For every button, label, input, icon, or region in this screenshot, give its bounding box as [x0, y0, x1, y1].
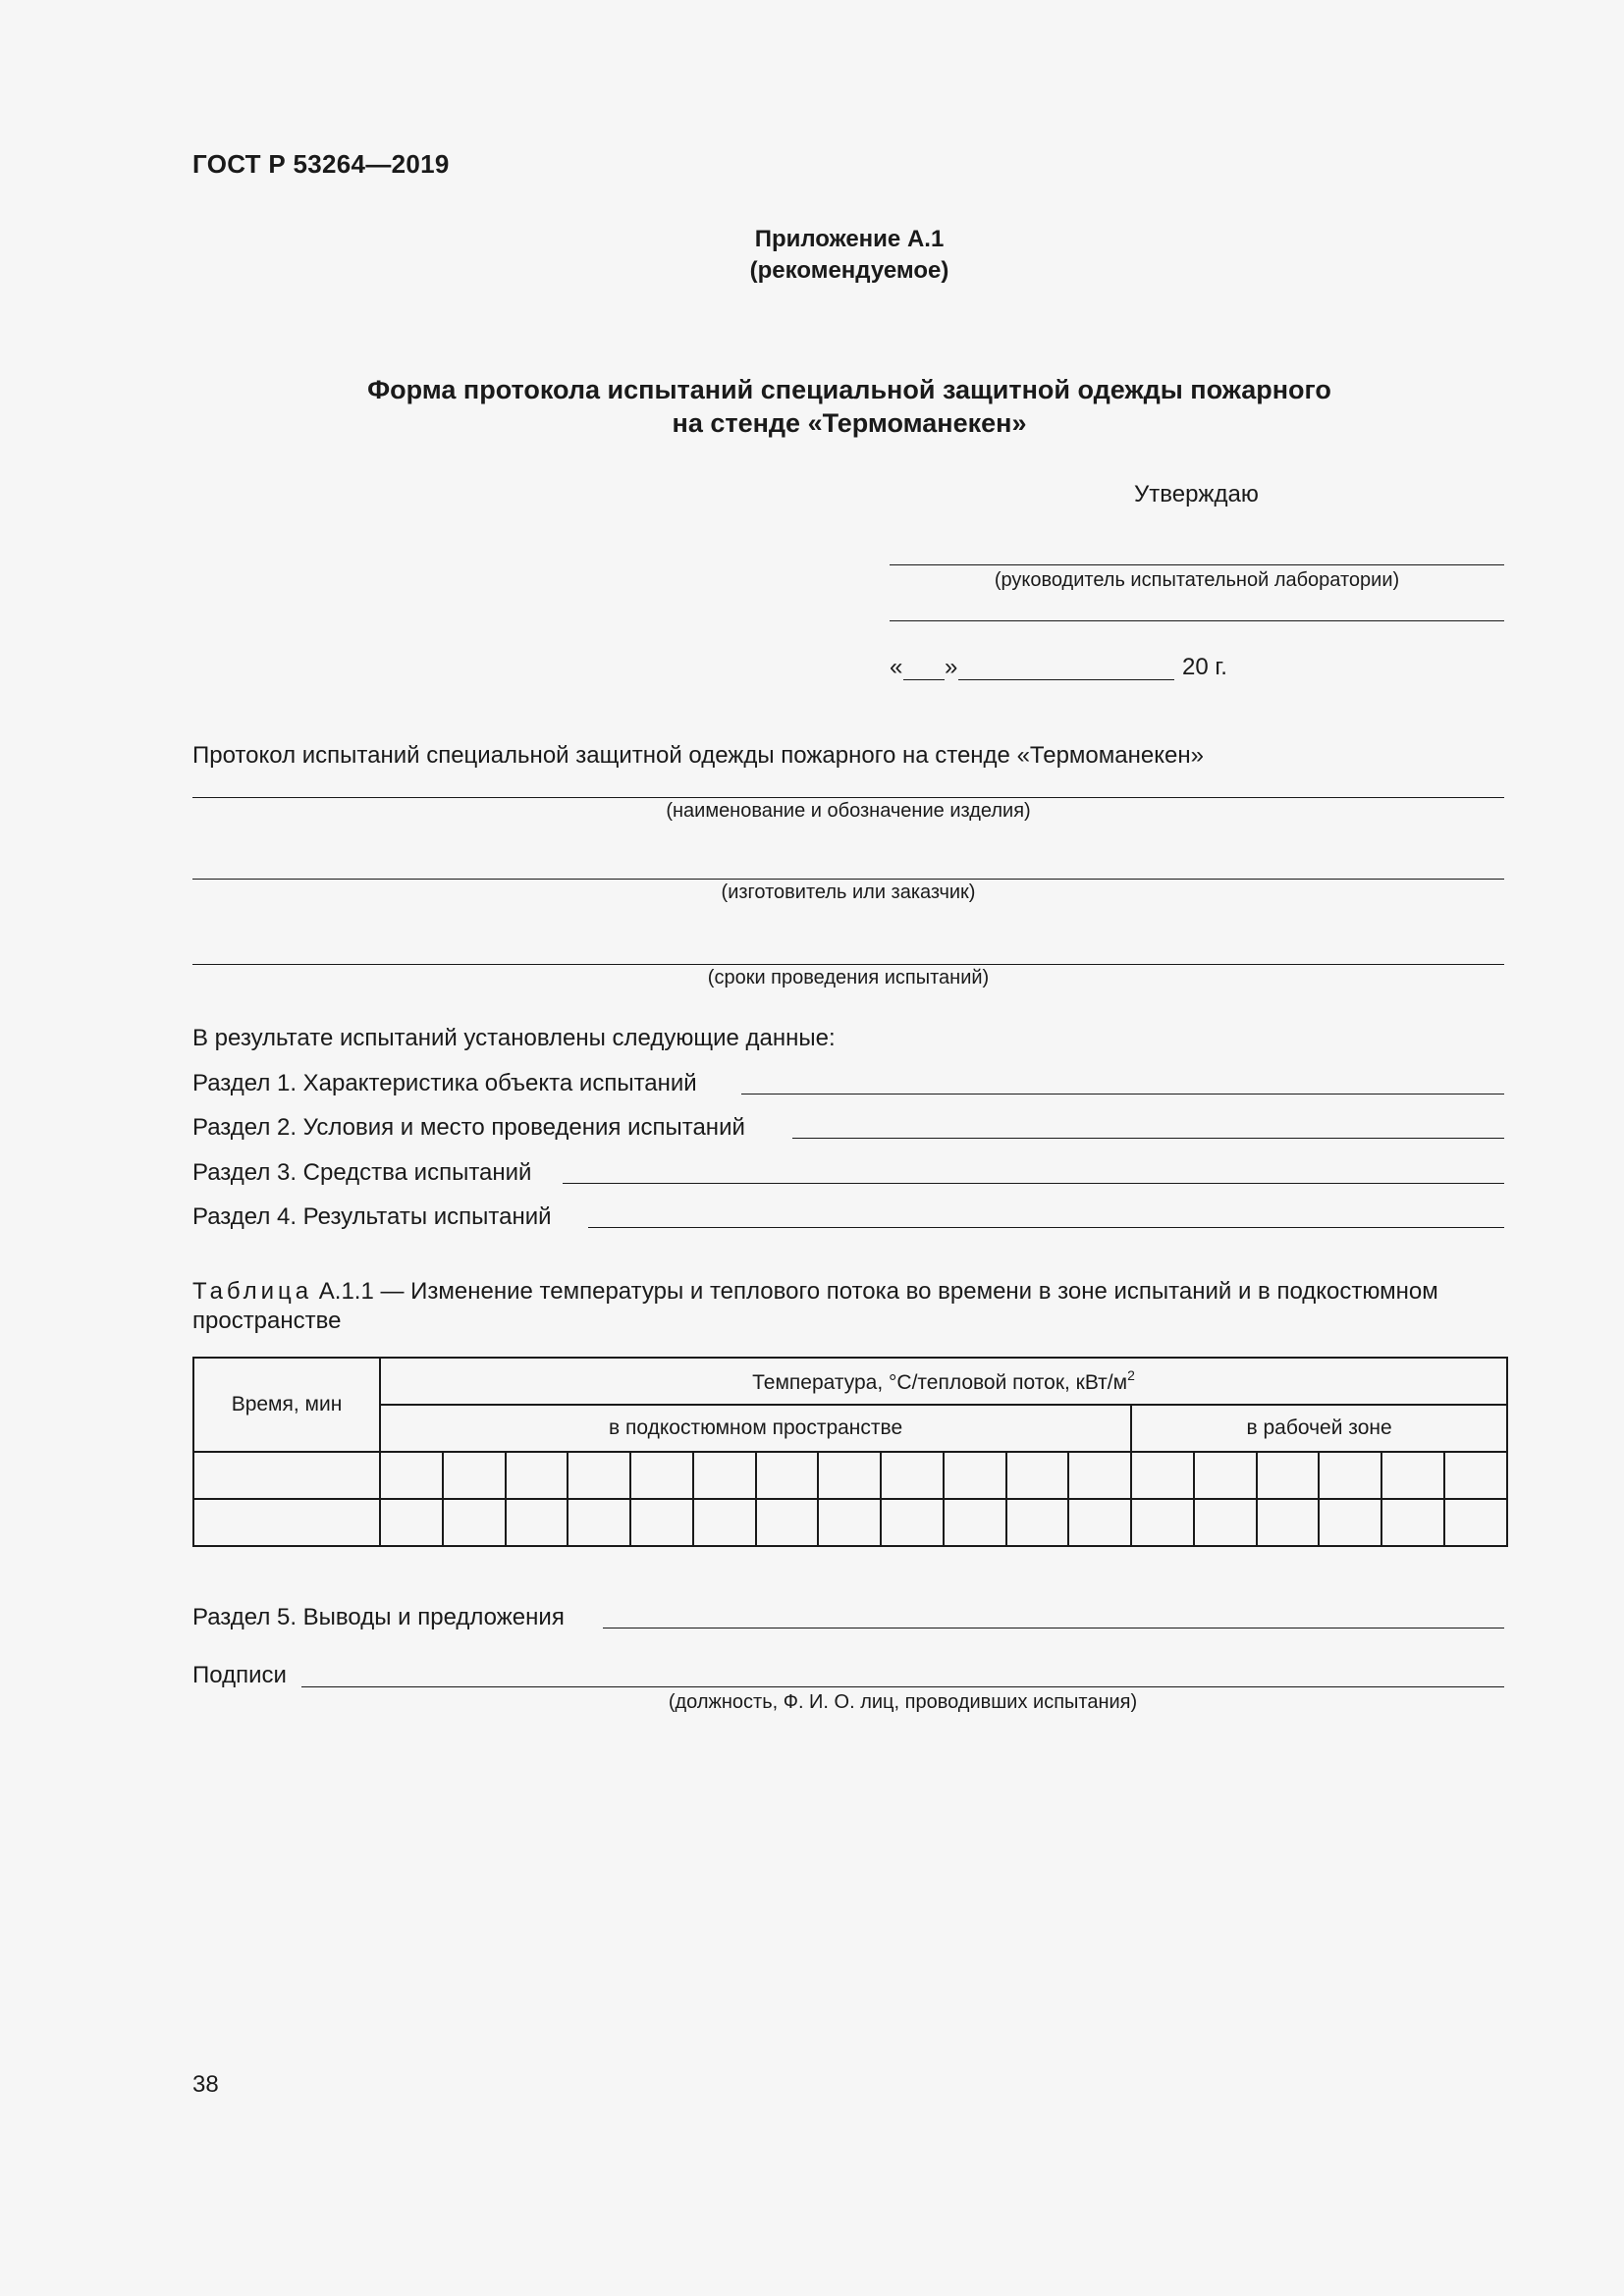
table-cell[interactable] [818, 1499, 881, 1546]
table-cell[interactable] [1319, 1452, 1381, 1499]
table-cell[interactable] [630, 1499, 693, 1546]
dates-caption: (сроки проведения испытаний) [707, 967, 990, 988]
section-3-line[interactable] [563, 1183, 1504, 1184]
table-cell[interactable] [443, 1499, 506, 1546]
page-number: 38 [192, 2071, 219, 2098]
table-caption-line1 [192, 1278, 1438, 1306]
table-cell[interactable] [1068, 1499, 1131, 1546]
table-cell[interactable] [1381, 1452, 1444, 1499]
signatures-caption: (должность, Ф. И. О. лиц, проводивших испытания) [668, 1691, 1138, 1713]
table-cell[interactable] [1006, 1499, 1069, 1546]
table-cell[interactable] [1131, 1499, 1194, 1546]
table-caption-text: А.1.1 — Изменение температуры и теплового потока во времени в зоне испытаний и в подкостюмном [312, 1278, 1438, 1305]
sub-suit-header: в подкостюмном пространстве [380, 1405, 1131, 1452]
date-open-quote: « [890, 654, 903, 680]
table-cell[interactable] [693, 1452, 756, 1499]
col-temp-sup: 2 [1127, 1367, 1135, 1383]
table-caption-word: Таблица [192, 1278, 313, 1305]
table-cell[interactable] [693, 1499, 756, 1546]
table-cell[interactable] [506, 1499, 568, 1546]
table-cell[interactable] [1257, 1499, 1320, 1546]
section-5-label: Раздел 5. Выводы и предложения [192, 1604, 565, 1630]
table-cell[interactable] [881, 1499, 944, 1546]
table-cell[interactable] [1131, 1452, 1194, 1499]
table-cell[interactable] [380, 1452, 443, 1499]
section-4-line[interactable] [588, 1227, 1504, 1228]
table-cell[interactable] [506, 1452, 568, 1499]
date-close-quote: » [945, 654, 958, 680]
table-caption-line2: пространстве [192, 1308, 342, 1334]
table-cell[interactable] [380, 1499, 443, 1546]
form-title-line1: Форма протокола испытаний специальной защитной одежды пожарного [367, 375, 1331, 404]
table-cell[interactable] [443, 1452, 506, 1499]
time-cell[interactable] [193, 1452, 380, 1499]
section-2-label: Раздел 2. Условия и место проведения испытаний [192, 1114, 745, 1141]
table-cell[interactable] [1381, 1499, 1444, 1546]
head-name-line[interactable] [890, 620, 1504, 621]
table-cell[interactable] [1444, 1499, 1507, 1546]
maker-caption: (изготовитель или заказчик) [721, 881, 976, 903]
table-cell[interactable] [1257, 1452, 1320, 1499]
table-cell[interactable] [881, 1452, 944, 1499]
table-cell[interactable] [568, 1452, 630, 1499]
standard-number: ГОСТ Р 53264—2019 [192, 149, 450, 179]
signatures-label: Подписи [192, 1662, 287, 1688]
section-5-line[interactable] [603, 1628, 1504, 1629]
form-title-line2: на стенде «Термоманекен» [672, 408, 1027, 438]
time-cell[interactable] [193, 1499, 380, 1546]
table-cell[interactable] [756, 1452, 819, 1499]
table-cell[interactable] [630, 1452, 693, 1499]
head-caption: (руководитель испытательной лаборатории) [994, 569, 1400, 591]
table-cell[interactable] [1194, 1452, 1257, 1499]
section-1-line[interactable] [741, 1094, 1504, 1095]
table-cell[interactable] [756, 1499, 819, 1546]
product-line[interactable] [192, 797, 1504, 798]
product-caption: (наименование и обозначение изделия) [666, 800, 1031, 822]
table-cell[interactable] [568, 1499, 630, 1546]
table-cell[interactable] [1006, 1452, 1069, 1499]
table-cell[interactable] [818, 1452, 881, 1499]
table-cell[interactable] [944, 1452, 1006, 1499]
signatures-line[interactable] [301, 1686, 1504, 1687]
date-month-line[interactable] [958, 679, 1174, 680]
head-signature-line[interactable] [890, 564, 1504, 565]
col-time-header: Время, мин [193, 1358, 380, 1452]
table-cell[interactable] [1194, 1499, 1257, 1546]
appendix-status: (рекомендуемое) [749, 257, 949, 284]
section-2-line[interactable] [792, 1138, 1504, 1139]
section-4-label: Раздел 4. Результаты испытаний [192, 1203, 552, 1230]
table-cell[interactable] [944, 1499, 1006, 1546]
table-cell[interactable] [1319, 1499, 1381, 1546]
date-year: 20 г. [1182, 654, 1227, 680]
sub-work-header: в рабочей зоне [1131, 1405, 1507, 1452]
col-temp-header [380, 1358, 1507, 1405]
table-cell[interactable] [1444, 1452, 1507, 1499]
temperature-table [192, 1357, 1508, 1547]
protocol-heading: Протокол испытаний специальной защитной одежды пожарного на стенде «Термоманекен» [192, 742, 1204, 769]
dates-line[interactable] [192, 964, 1504, 965]
results-intro: В результате испытаний установлены следующие данные: [192, 1025, 836, 1051]
table-row [193, 1499, 1507, 1546]
section-1-label: Раздел 1. Характеристика объекта испытаний [192, 1070, 697, 1096]
appendix-label: Приложение А.1 [754, 226, 945, 252]
date-day-line[interactable] [903, 679, 945, 680]
maker-line[interactable] [192, 879, 1504, 880]
approve-label: Утверждаю [1134, 481, 1259, 507]
section-3-label: Раздел 3. Средства испытаний [192, 1159, 532, 1186]
table-cell[interactable] [1068, 1452, 1131, 1499]
col-temp-text: Температура, °С/тепловой поток, кВт/м [752, 1371, 1128, 1394]
table-row [193, 1452, 1507, 1499]
